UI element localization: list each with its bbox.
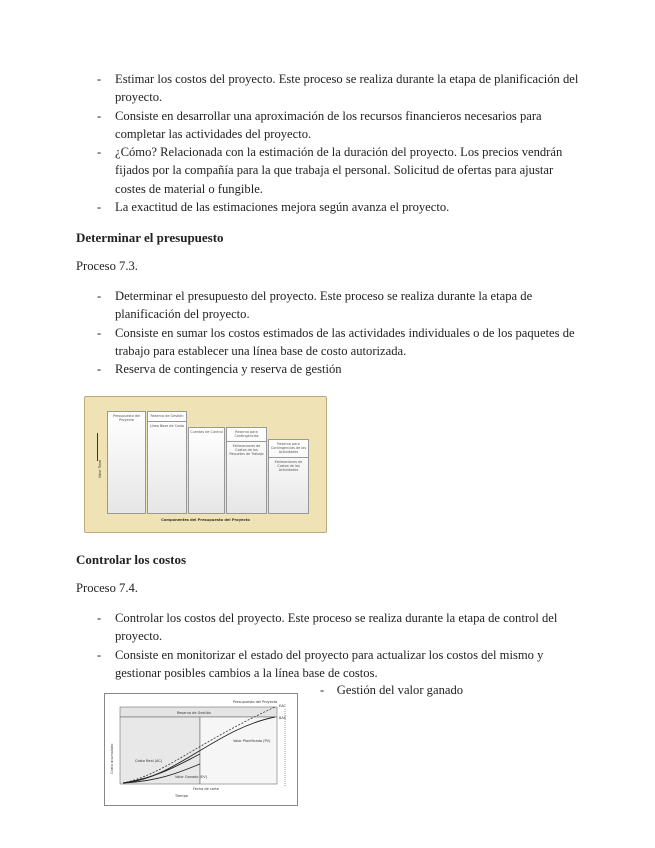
figure-label: Fecha de corte (193, 787, 219, 791)
figure-column (147, 411, 187, 514)
list-item-text: Determinar el presupuesto del proyecto. Este proceso se realiza durante la etapa de planificación del proyecto. (115, 289, 533, 322)
list-item-text: Consiste en sumar los costos estimados de las actividades individuales o de los paquetes de trabajo para establecer una línea base de costo autorizada. (115, 325, 575, 358)
list-item: - Reserva de contingencia y reserva de gestión (97, 362, 342, 377)
process-number: Proceso 7.4. (76, 581, 138, 595)
figure-column (268, 439, 309, 514)
figure-label: EAC (279, 704, 286, 708)
figure-label: Línea Base de Costo (148, 421, 186, 428)
list-item: - ¿Cómo? Relacionada con la estimación de la duración del proyecto. Los precios vendrán fijados por la compañía para la que trabaja el personal. Solicitud de ofertas para ajustar costes de material o fungible. (97, 145, 563, 196)
figure-label: Valor Planificado (PV) (233, 739, 271, 743)
figure-label: Reserva para Contingencias (234, 430, 259, 438)
future-region (200, 717, 277, 784)
figure-label: Costo Real (AC) (135, 759, 163, 763)
list-item: - Estimar los costos del proyecto. Este proceso se realiza durante la etapa de planificación del proyecto. (97, 72, 579, 105)
figure-xlabel: Componentes del Presupuesto del Proyecto (161, 518, 250, 522)
figure-column (107, 411, 146, 514)
list-item-text: La exactitud de las estimaciones mejora según avanza el proyecto. (115, 200, 450, 215)
list-item: - Gestión del valor ganado (320, 683, 464, 697)
figure-label: Reserva para Contingencias de las Actividades (270, 442, 307, 454)
figure-label: Valor Ganado (EV) (175, 775, 207, 779)
arrow-up-icon (97, 433, 98, 461)
estimate-costs-list (0, 70, 655, 216)
figure-label: Estimaciones de Costos de los Paquetes de Trabajo (227, 441, 266, 456)
figure-label: Estimaciones de Costos de las Actividades (269, 457, 308, 472)
list-item-text: Reserva de contingencia y reserva de gestión (115, 362, 342, 377)
control-costs-list (0, 609, 655, 682)
figure-label: Presupuesto del Proyecto (112, 414, 141, 422)
figure-label: Costo acumulado (110, 743, 114, 774)
list-item: - Consiste en sumar los costos estimados de las actividades individuales o de los paquetes de trabajo para establecer una línea base de costo autorizada. (97, 325, 575, 358)
section-heading: Determinar el presupuesto (76, 230, 224, 245)
figure-label: Reserva de Gestión (177, 711, 212, 715)
past-region (120, 717, 200, 784)
figure-ylabel: Valor Total (98, 459, 103, 479)
figure-label: Cuentas de Control (190, 430, 223, 434)
figure-label: Reserva de Gestión (150, 414, 184, 418)
list-item-text: Consiste en desarrollar una aproximación de los recursos financieros necesarios para completar las actividades del proyecto. (115, 108, 542, 141)
figure-label: Presupuesto del Proyecto (233, 700, 278, 704)
figure-column (226, 427, 267, 514)
list-item: - Consiste en desarrollar una aproximación de los recursos financieros necesarios para completar las actividades del proyecto. (97, 108, 542, 141)
earned-value-figure (104, 693, 298, 806)
list-item-text: ¿Cómo? Relacionada con la estimación de la duración del proyecto. Los precios vendrán fijados por la compañía para la que trabaja el personal. Solicitud de ofertas para ajustar costes de material o fungible. (115, 145, 563, 196)
budget-components-figure (84, 396, 327, 533)
list-item-text: Consiste en monitorizar el estado del proyecto para actualizar los costos del mismo y gestionar posibles cambios a la línea base de costos. (115, 647, 544, 680)
list-item: - La exactitud de las estimaciones mejora según avanza el proyecto. (97, 200, 450, 215)
list-item-text: Gestión del valor ganado (336, 683, 464, 697)
figure-label: Tiempo (175, 794, 188, 798)
list-item: - Consiste en monitorizar el estado del proyecto para actualizar los costos del mismo y gestionar posibles cambios a la línea base de costos. (97, 647, 544, 680)
list-item: - Determinar el presupuesto del proyecto. Este proceso se realiza durante la etapa de planificación del proyecto. (97, 289, 533, 322)
list-item-text: Estimar los costos del proyecto. Este proceso se realiza durante la etapa de planificación del proyecto. (115, 72, 579, 105)
list-item-text: Controlar los costos del proyecto. Este proceso se realiza durante la etapa de control del proyecto. (115, 611, 558, 644)
list-item: - Controlar los costos del proyecto. Este proceso se realiza durante la etapa de control del proyecto. (97, 611, 558, 644)
figure-label: BAC (279, 716, 287, 720)
process-number: Proceso 7.3. (76, 259, 138, 273)
section-heading: Controlar los costos (76, 552, 187, 567)
budget-list (0, 287, 655, 378)
figure-column (188, 427, 225, 514)
